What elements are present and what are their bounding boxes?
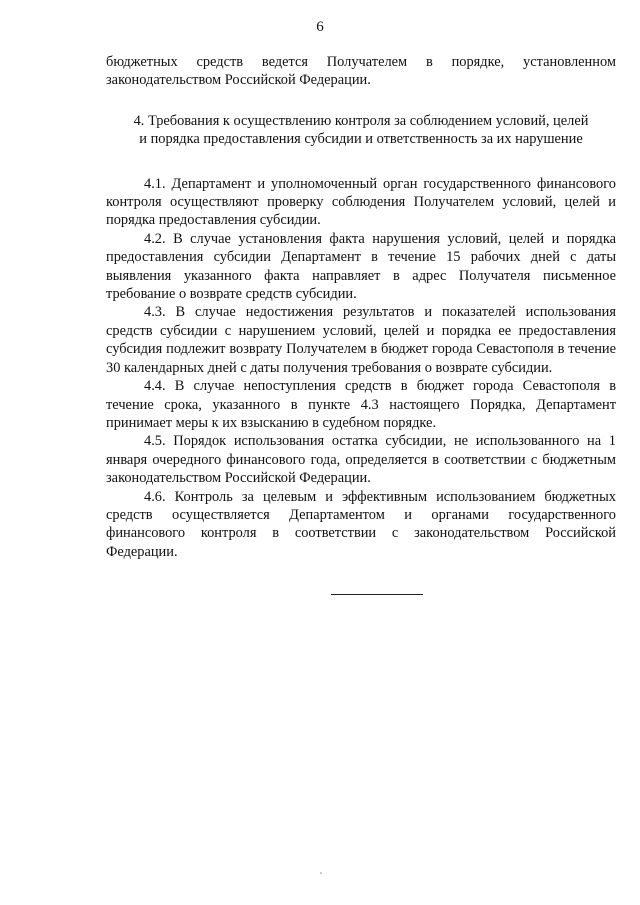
section-heading-line-1: 4. Требования к осуществлению контроля за соблюдением условий, целей bbox=[133, 112, 589, 129]
clause-4-3: 4.3. В случае недостижения результатов и показателей использования средств субсидии с нарушением условий, целей и порядка ее предоставления субсидия подлежит возврату Получателем в бюджет города Севастополя в течение 30 календарных дней с даты получения требования о возврате субсидии. bbox=[106, 304, 616, 376]
continuation-paragraph: бюджетных средств ведется Получателем в порядке, установленном законодательством Российской Федерации. bbox=[106, 54, 616, 89]
clause-4-1: 4.1. Департамент и уполномоченный орган государственного финансового контроля осуществляют проверку соблюдения Получателем условий, целей и порядка предоставления субсидии. bbox=[106, 175, 616, 229]
end-of-document-rule bbox=[331, 594, 423, 595]
clause-4-2: 4.2. В случае установления факта нарушения условий, целей и порядка предоставления субсидии Департамент в течение 15 рабочих дней с даты выявления указанного факта направляет в адрес Получателя письменное требование о возврате средств субсидии. bbox=[106, 230, 616, 303]
section-heading-line-2: и порядка предоставления субсидии и ответственность за их нарушение bbox=[139, 131, 583, 148]
section-heading bbox=[106, 112, 616, 149]
page-number: 6 bbox=[316, 19, 324, 35]
clause-4-4: 4.4. В случае непоступления средств в бюджет города Севастополя в течение срока, указанного в пункте 4.3 настоящего Порядка, Департамент принимает меры к их взысканию в судебном порядке. bbox=[106, 378, 616, 431]
document-body bbox=[106, 53, 616, 561]
scan-speck bbox=[320, 872, 322, 874]
clause-4-5: 4.5. Порядок использования остатка субсидии, не использованного на 1 января очередного финансового года, определяется в соответствии с бюджетным законодательством Российской Федерации. bbox=[106, 433, 616, 487]
clause-4-6: 4.6. Контроль за целевым и эффективным использованием бюджетных средств осуществляется Департаментом и органами государственного финансового контроля в соответствии с законодательством Российской Федерации. bbox=[106, 488, 616, 560]
